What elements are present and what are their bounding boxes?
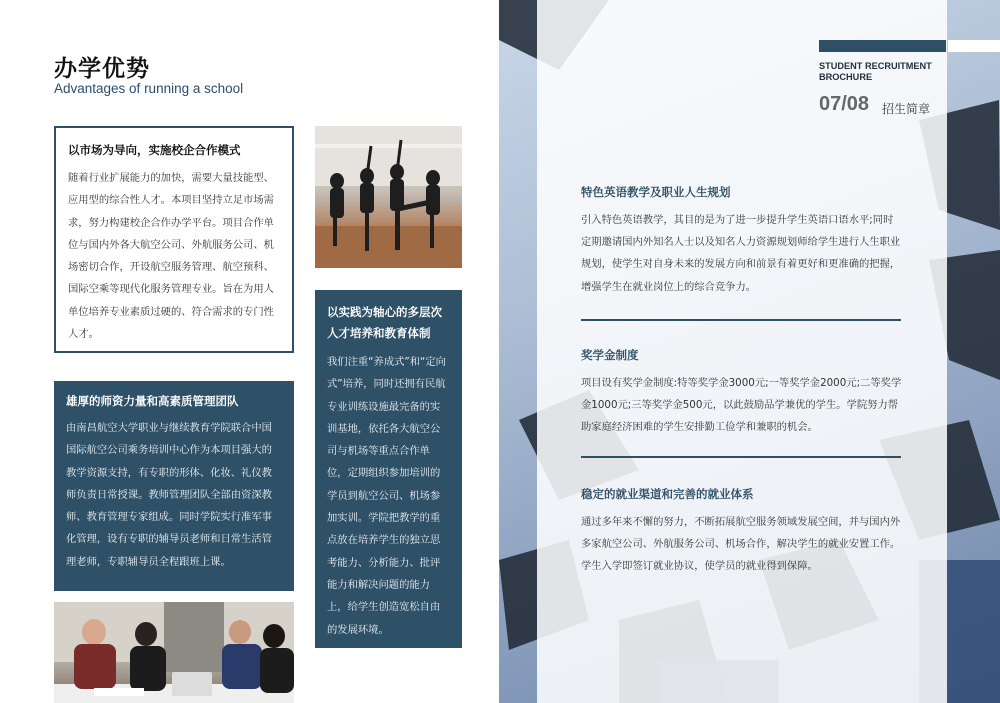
brochure-title-cn: 招生简章 [882,102,931,116]
box-body: 由南昌航空大学职业与继续教育学院联合中国国际航空公司乘务培训中心作为本项目强大的教学资源支持，有专职的形体、化妆、礼仪教师负责日常授课。教师管理团队全部由资深教师、教育管理专家组成。同时学院实行准军事化管理，设有专职的辅导员老师和日常生活管理老师，专职辅导员全程跟班上课。 [66,422,272,568]
section-divider [581,319,901,321]
box-practice-system [315,290,462,648]
page-title: 办学优势 [54,56,150,82]
box-market-oriented [54,126,294,353]
section-divider [581,456,901,458]
brochure-label-line1: STUDENT RECRUITMENT [819,61,932,71]
photo-dance-class [315,126,462,268]
brochure-label-line2: BROCHURE [819,72,873,82]
section-scholarship [581,347,903,439]
brochure-label [819,61,932,83]
box-body: 随着行业扩展能力的加快，需要大量技能型、应用型的综合性人才。本项目坚持立足市场需求，努力构建校企合作办学平台。项目合作单位与国内外各大航空公司、外航服务公司、机场密切合作，开设航空服务管理、航空预科、国际空乘等现代化服务管理专业。旨在为用人单位培养专业素质过硬的、符合需求的专门性人才。 [68,172,274,341]
section-body: 项目设有奖学金制度:特等奖学金3000元;一等奖学金2000元;二等奖学金1000元;三等奖学金500元，以此鼓励品学兼优的学生。学院努力帮助家庭经济困难的学生安排勤工俭学和兼职的机会。 [581,377,902,434]
box-faculty-team [54,381,294,591]
photo-teachers [54,602,294,703]
box-body: 我们注重“养成式”和“定向式”培养，同时还拥有民航专业训练设施最完备的实训基地，依托各大航空公司与机场等重点合作单位，定期组织参加培训的学员到航空公司、机场参加实训。学院把教学的重点放在培养学生的独立思考能力、分析能力、批评能力和解决问题的能力上，给学生创造宽松自由的发展环境。 [327,356,446,636]
section-body: 通过多年来不懈的努力，不断拓展航空服务领域发展空间，并与国内外多家航空公司、外航服务公司、机场合作，解决学生的就业安置工作。学生入学即签订就业协议，使学员的就业得到保障。 [581,516,901,573]
dance-illustration [315,126,462,268]
section-english-career [581,184,903,298]
section-heading: 稳定的就业渠道和完善的就业体系 [581,487,754,501]
box-heading: 雄厚的师资力量和高素质管理团队 [66,394,239,408]
brand-accent-bar [819,40,946,52]
section-body: 引入特色英语教学，其目的是为了进一步提升学生英语口语水平;同时定期邀请国内外知名人士以及知名人力资源规划师给学生进行人生职业规划，使学生对自身未来的发展方向和前景有着更好和更准确的把握，增强学生在就业岗位上的综合竞争力。 [581,214,901,293]
section-heading: 奖学金制度 [581,348,639,362]
section-heading: 特色英语教学及职业人生规划 [581,185,731,199]
section-employment [581,486,903,578]
teachers-illustration [54,602,294,703]
box-heading: 以市场为导向，实施校企合作模式 [68,143,241,157]
page-subtitle: Advantages of running a school [54,81,244,96]
box-heading: 以实践为轴心的多层次人才培养和教育体制 [327,305,442,340]
page-number: 07/08 [819,93,870,115]
brand-accent-bar-light [948,40,1000,52]
